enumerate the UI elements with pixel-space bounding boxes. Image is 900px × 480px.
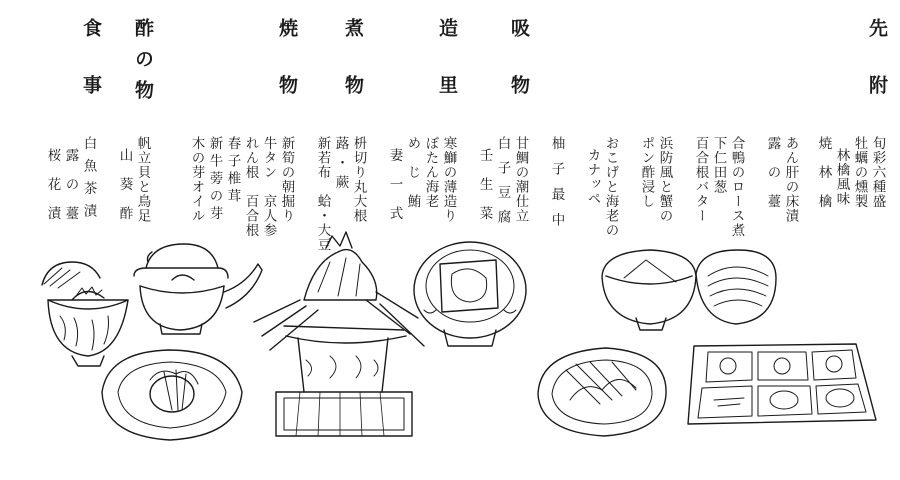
sakizuke-item: 旬彩六種盛 <box>869 136 886 209</box>
sashimi-plate-illustration <box>538 348 666 436</box>
nimono-item: ぼたん海老 <box>422 136 439 209</box>
sakizuke-box-illustration <box>688 344 876 424</box>
tsukuri-item: ポン酢浸し <box>638 136 655 209</box>
tsukuri-item: カナッペ <box>584 148 601 206</box>
nimono-item: 寒鰤の薄造り <box>440 136 457 223</box>
yakimono-item: 牛タン 京人参 <box>260 136 277 238</box>
sunomono-item: 山 葵 酢 <box>116 148 133 221</box>
yakimono-item: 枡切り丸大根 <box>350 136 367 223</box>
sakizuke-item: 露 の 薹 <box>764 136 781 209</box>
nimono-bowl-illustration <box>414 242 526 346</box>
heading-suimono: 吸 物 <box>508 18 530 94</box>
nimono-item: め じ 鮪 <box>404 136 421 209</box>
suimono-item: 合鴨のロース煮 <box>728 136 745 238</box>
nimono-item: 甘鯛の潮仕立 <box>512 136 529 223</box>
heading-sunomono: 酢の物 <box>132 18 154 111</box>
nimono-item: 白子豆腐 <box>494 136 511 234</box>
sakizuke-item: 焼 林 檎 <box>815 136 832 209</box>
heading-shokuji: 食 事 <box>80 18 102 94</box>
teapot-illustration <box>134 244 262 334</box>
tsukuri-item: おこげと海老の <box>602 136 619 238</box>
tsukuri-item: 柚子最中 <box>548 136 565 238</box>
lidded-bowl-illustration <box>42 262 128 366</box>
tsukuri-item: 浜防風と蟹の <box>656 136 673 223</box>
yakimono-item: 木の芽オイル <box>188 136 205 223</box>
shokuji-item: 露 の 薹 <box>62 148 79 221</box>
suimono-bowl-illustration <box>602 250 776 330</box>
suimono-item: 下仁田葱 <box>710 136 727 194</box>
yakimono-item: 新筍の朝掘り <box>278 136 295 223</box>
heading-yakimono: 焼 物 <box>276 18 298 94</box>
heading-sakizuke: 先 附 <box>866 18 888 94</box>
sakizuke-item: あん肝の床漬 <box>782 136 799 223</box>
heading-nimono: 煮 物 <box>342 18 364 94</box>
yakimono-item: 蕗・蕨 <box>332 136 349 195</box>
nimono-item: 壬 生 菜 <box>476 148 493 221</box>
yakimono-item: 新若布 蛤・大豆 <box>314 136 331 252</box>
shokuji-item: 白魚茶漬 <box>80 136 97 226</box>
sunomono-item: 帆立貝と鳥足 <box>134 136 151 223</box>
plate-illustration <box>102 350 242 440</box>
sakizuke-item: 林檎風味 <box>833 148 850 206</box>
sakizuke-item: 牡蠣の燻製 <box>851 136 868 209</box>
heading-tsukuri: 造 里 <box>436 18 458 94</box>
suimono-item: 百合根バター <box>692 136 709 223</box>
nimono-item: 妻 一 式 <box>386 148 403 221</box>
yakimono-platter-illustration <box>254 232 424 436</box>
yakimono-item: れん根 百合根 <box>242 136 259 238</box>
yakimono-item: 春子椎茸 <box>224 136 241 206</box>
yakimono-item: 新牛蒡の芽 <box>206 136 223 224</box>
shokuji-item: 桜 花 漬 <box>44 148 61 221</box>
